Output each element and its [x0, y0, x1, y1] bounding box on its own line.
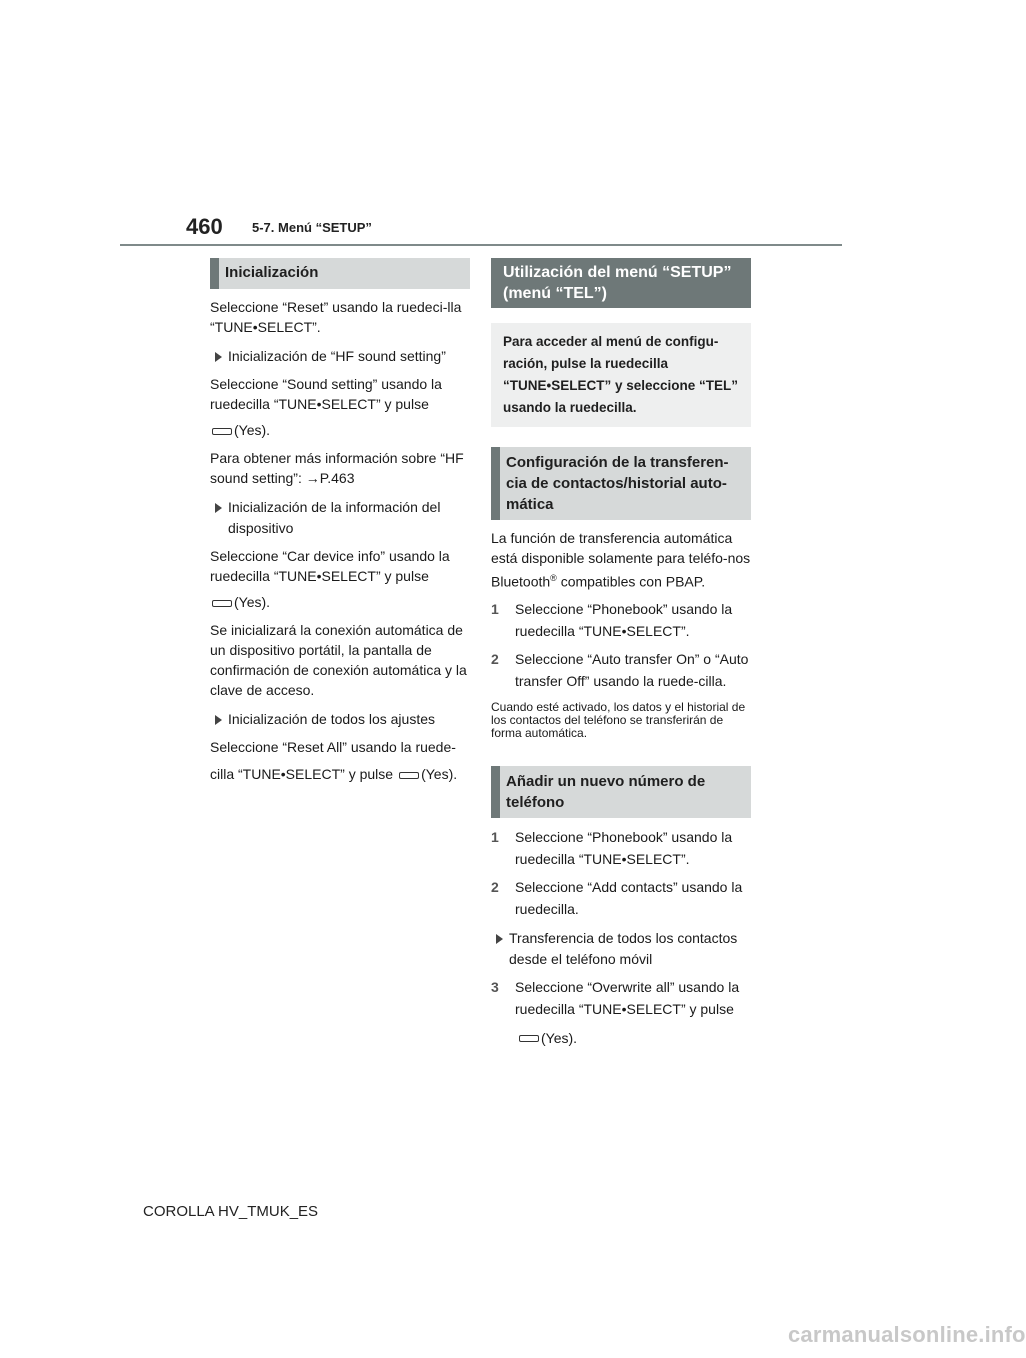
heading-auto-transfer: Configuración de la transferen-cia de contactos/historial auto-mática — [491, 447, 751, 520]
footer-model: COROLLA HV_TMUK_ES — [143, 1203, 319, 1220]
bullet-item — [210, 497, 470, 539]
heading-inicializacion: Inicialización — [210, 258, 470, 289]
triangle-bullet-icon — [496, 934, 503, 944]
header-divider — [120, 244, 842, 246]
step-number: 1 — [491, 600, 499, 617]
step-text: Seleccione “Overwrite all” usando la ruedecilla “TUNE•SELECT” y pulse — [515, 978, 740, 1017]
step-text: Seleccione “Phonebook” usando la ruedecilla “TUNE•SELECT”. — [515, 828, 733, 867]
intro-box: Para acceder al menú de configu-ración, pulse la ruedecilla “TUNE•SELECT” y seleccione “TEL” usando la ruedecilla. — [491, 323, 751, 427]
heading-add-number: Añadir un nuevo número de teléfono — [491, 766, 751, 818]
bullet-item — [491, 928, 751, 970]
step-item — [491, 976, 751, 1020]
page-number: 460 — [186, 214, 223, 239]
bullet-text: Transferencia de todos los contactos desde el teléfono móvil — [509, 929, 738, 967]
paragraph — [491, 528, 751, 592]
step-item — [491, 826, 751, 870]
paragraph-text: La función de transferencia automática está disponible solamente para teléfo-nos Bluetooth — [491, 530, 751, 590]
paragraph: Seleccione “Car device info” usando la ruedecilla “TUNE•SELECT” y pulse — [210, 548, 450, 584]
step-number: 2 — [491, 650, 499, 667]
paragraph: Para obtener más información sobre “HF sound setting”: →P.463 — [210, 450, 464, 486]
yes-label: (Yes). — [234, 594, 271, 610]
triangle-bullet-icon — [215, 352, 222, 362]
heading-tel-menu: Utilización del menú “SETUP” (menú “TEL”) — [491, 258, 751, 308]
paragraph-text: cilla “TUNE•SELECT” y pulse — [210, 766, 394, 782]
pick-up-button-icon — [399, 772, 419, 779]
pick-up-button-icon — [519, 1035, 539, 1042]
bullet-text: Inicialización de todos los ajustes — [228, 711, 436, 727]
yes-label: (Yes). — [541, 1029, 578, 1046]
paragraph-text: compatibles con PBAP. — [556, 573, 706, 590]
paragraph: Seleccione “Reset All” usando la ruede- — [210, 739, 456, 755]
step-number: 3 — [491, 978, 499, 995]
yes-line — [210, 420, 470, 440]
paragraph — [210, 763, 470, 785]
bullet-text: Inicialización de la información del dispositivo — [228, 499, 441, 536]
yes-label: (Yes). — [421, 766, 458, 782]
step-item — [491, 598, 751, 642]
triangle-bullet-icon — [215, 503, 222, 513]
paragraph: Seleccione “Reset” usando la ruedeci-lla “TUNE•SELECT”. — [210, 299, 462, 335]
left-column — [210, 258, 470, 785]
step-text: Seleccione “Phonebook” usando la ruedecilla “TUNE•SELECT”. — [515, 600, 733, 639]
triangle-bullet-icon — [215, 715, 222, 725]
bullet-item — [210, 346, 470, 367]
yes-line — [491, 1028, 751, 1048]
yes-line — [210, 592, 470, 612]
step-item — [491, 648, 751, 692]
pick-up-button-icon — [212, 600, 232, 607]
paragraph: Seleccione “Sound setting” usando la ruedecilla “TUNE•SELECT” y pulse — [210, 376, 442, 412]
bullet-text: Inicialización de “HF sound setting” — [228, 348, 446, 364]
step-number: 1 — [491, 828, 499, 845]
pick-up-button-icon — [212, 428, 232, 435]
note: Cuando esté activado, los datos y el historial de los contactos del teléfono se transferirán de forma automática. — [491, 699, 746, 740]
registered-mark: ® — [550, 573, 557, 583]
section-title: 5-7. Menú “SETUP” — [252, 220, 372, 235]
step-text: Seleccione “Auto transfer On” o “Auto transfer Off” usando la ruede-cilla. — [515, 650, 749, 689]
step-text: Seleccione “Add contacts” usando la ruedecilla. — [515, 878, 743, 917]
step-item — [491, 876, 751, 920]
step-number: 2 — [491, 878, 499, 895]
paragraph: Se inicializará la conexión automática de un dispositivo portátil, la pantalla de confirmación de conexión automática y la clave de acceso. — [210, 622, 467, 698]
bullet-item — [210, 709, 470, 730]
yes-label: (Yes). — [234, 422, 271, 438]
watermark: carmanualsonline.info — [788, 1322, 1026, 1347]
right-column — [491, 258, 751, 1048]
